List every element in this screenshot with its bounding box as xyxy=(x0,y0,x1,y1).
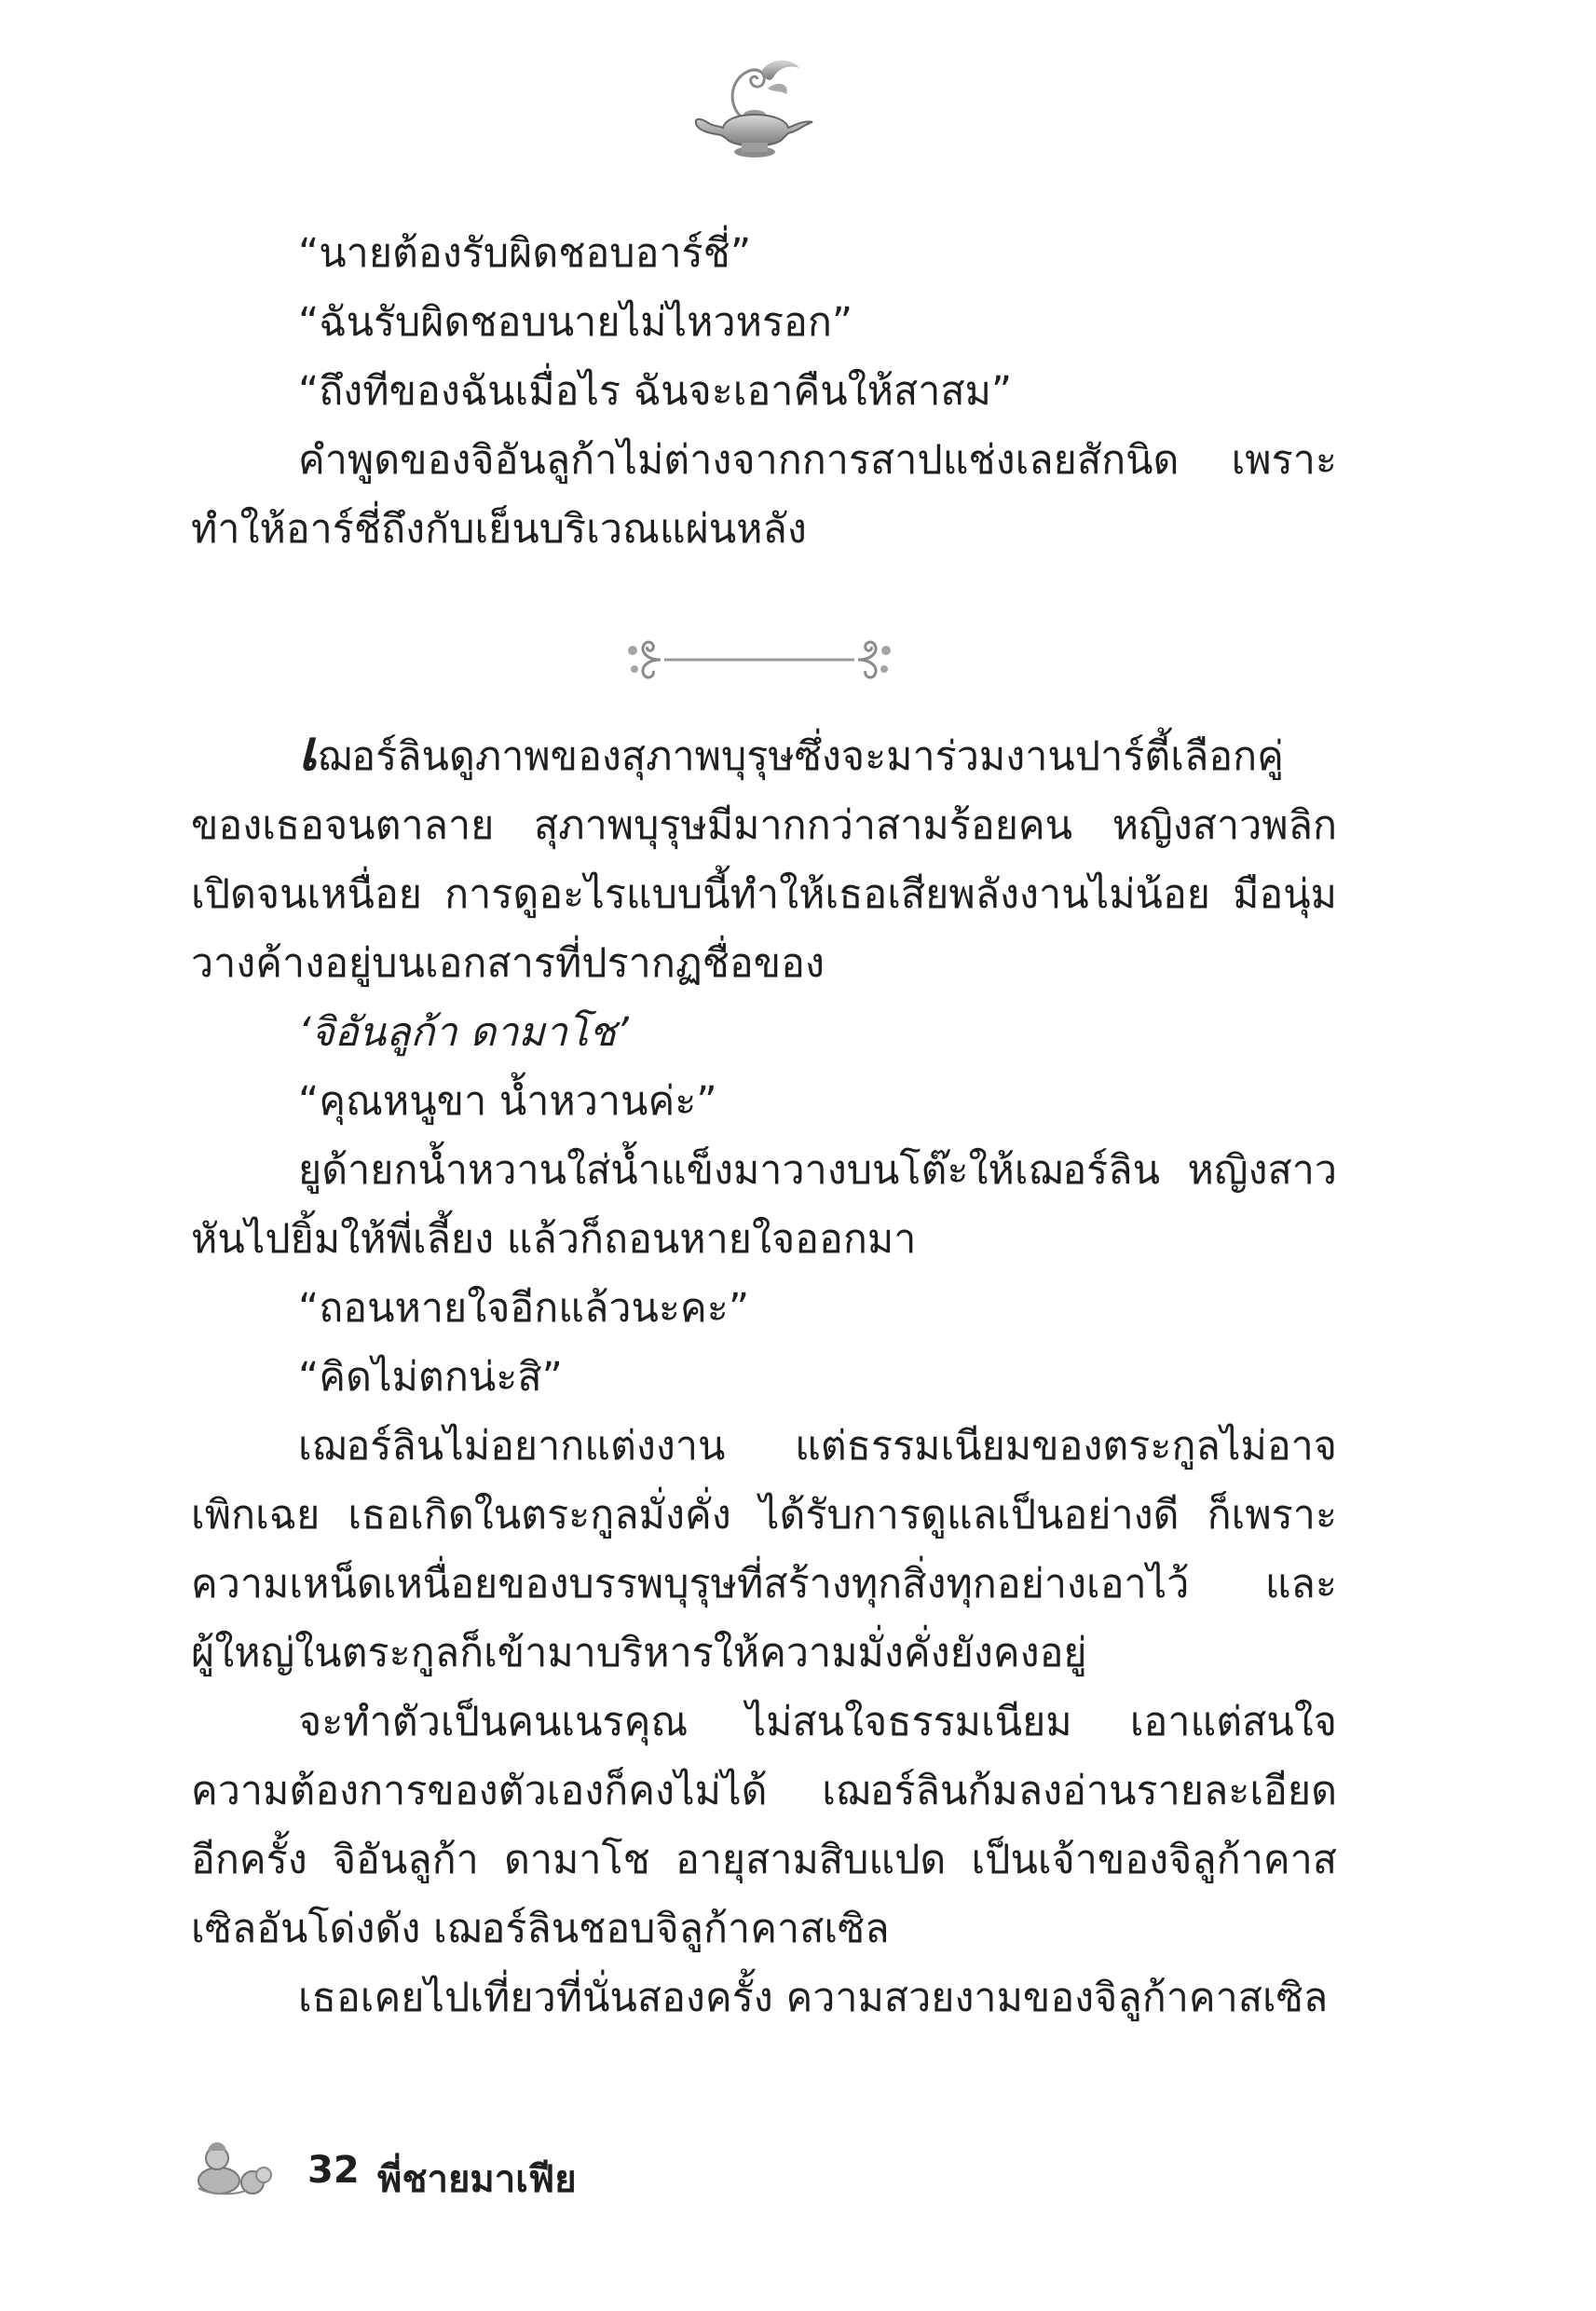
paragraph: เธอเคยไปเที่ยวที่นั่นสองครั้ง ความสวยงามของจิลูก้าคาสเซิล xyxy=(298,1975,1329,2021)
text-block-top xyxy=(191,219,1337,564)
dialogue-line: “ฉันรับผิดชอบนายไม่ไหวหรอก” xyxy=(298,299,853,346)
genie-lamp-icon xyxy=(689,51,820,168)
paragraph: จะทำตัวเป็นคนเนรคุณ ไม่สนใจธรรมเนียม เอาแต่สนใจความต้องการของตัวเองก็คงไม่ได้ เฌอร์ลินก้มลงอ่านรายละเอียดอีกครั้ง จิอันลูก้า ดามาโช อายุสามสิบแปด เป็นเจ้าของจิลูก้าคาสเซิลอันโด่งดัง เฌอร์ลินชอบจิลูก้าคาสเซิล xyxy=(191,1699,1337,1952)
dialogue-line: “ถึงทีของฉันเมื่อไร ฉันจะเอาคืนให้สาสม” xyxy=(298,368,1013,415)
dialogue-line: “ถอนหายใจอีกแล้วนะคะ” xyxy=(298,1285,750,1332)
paragraph: ยูด้ายกน้ำหวานใส่น้ำแข็งมาวางบนโต๊ะให้เฌอร์ลิน หญิงสาวหันไปยิ้มให้พี่เลี้ยง แล้วก็ถอนหายใจออกมา xyxy=(191,1147,1337,1263)
paragraph: คำพูดของจิอันลูก้าไม่ต่างจากการสาปแช่งเลยสักนิด เพราะทำให้อาร์ชี่ถึงกับเย็นบริเวณแผ่นหลัง xyxy=(191,437,1337,553)
child-lamp-icon xyxy=(191,2134,275,2199)
paragraph-text: ฌอร์ลินดูภาพของสุภาพบุรุษซึ่งจะมาร่วมงานปาร์ตี้เลือกคู่ของเธอจนตาลาย สุภาพบุรุษมีมากกว่าสามร้อยคน หญิงสาวพลิกเปิดจนเหนื่อย การดูอะไรแบบนี้ทำให้เธอเสียพลังงานไม่น้อย มือนุ่มวางค้างอยู่บนเอกสารที่ปรากฏชื่อของ xyxy=(191,733,1337,987)
page-number: 32 xyxy=(307,2149,360,2192)
scroll-divider-icon xyxy=(620,632,899,688)
drop-cap: เ xyxy=(298,718,318,784)
text-block-main xyxy=(191,718,1337,2032)
dialogue-line: “คิดไม่ตกน่ะสิ” xyxy=(298,1354,563,1401)
dialogue-line: “นายต้องรับผิดชอบอาร์ชี่” xyxy=(298,230,752,277)
name-line: ‘จิอันลูก้า ดามาโช’ xyxy=(298,1009,629,1056)
book-title: พี่ชายมาเฟีย xyxy=(377,2158,577,2201)
paragraph: เฌอร์ลินไม่อยากแต่งงาน แต่ธรรมเนียมของตระกูลไม่อาจเพิกเฉย เธอเกิดในตระกูลมั่งคั่ง ได้รับการดูแลเป็นอย่างดี ก็เพราะความเหน็ดเหนื่อยของบรรพบุรุษที่สร้างทุกสิ่งทุกอย่างเอาไว้ และผู้ใหญ่ในตระกูลก็เข้ามาบริหารให้ความมั่งคั่งยังคงอยู่ xyxy=(191,1423,1337,1676)
page-footer xyxy=(191,2134,843,2208)
paragraph-opening xyxy=(191,718,1337,998)
dialogue-line: “คุณหนูขา น้ำหวานค่ะ” xyxy=(298,1078,717,1125)
